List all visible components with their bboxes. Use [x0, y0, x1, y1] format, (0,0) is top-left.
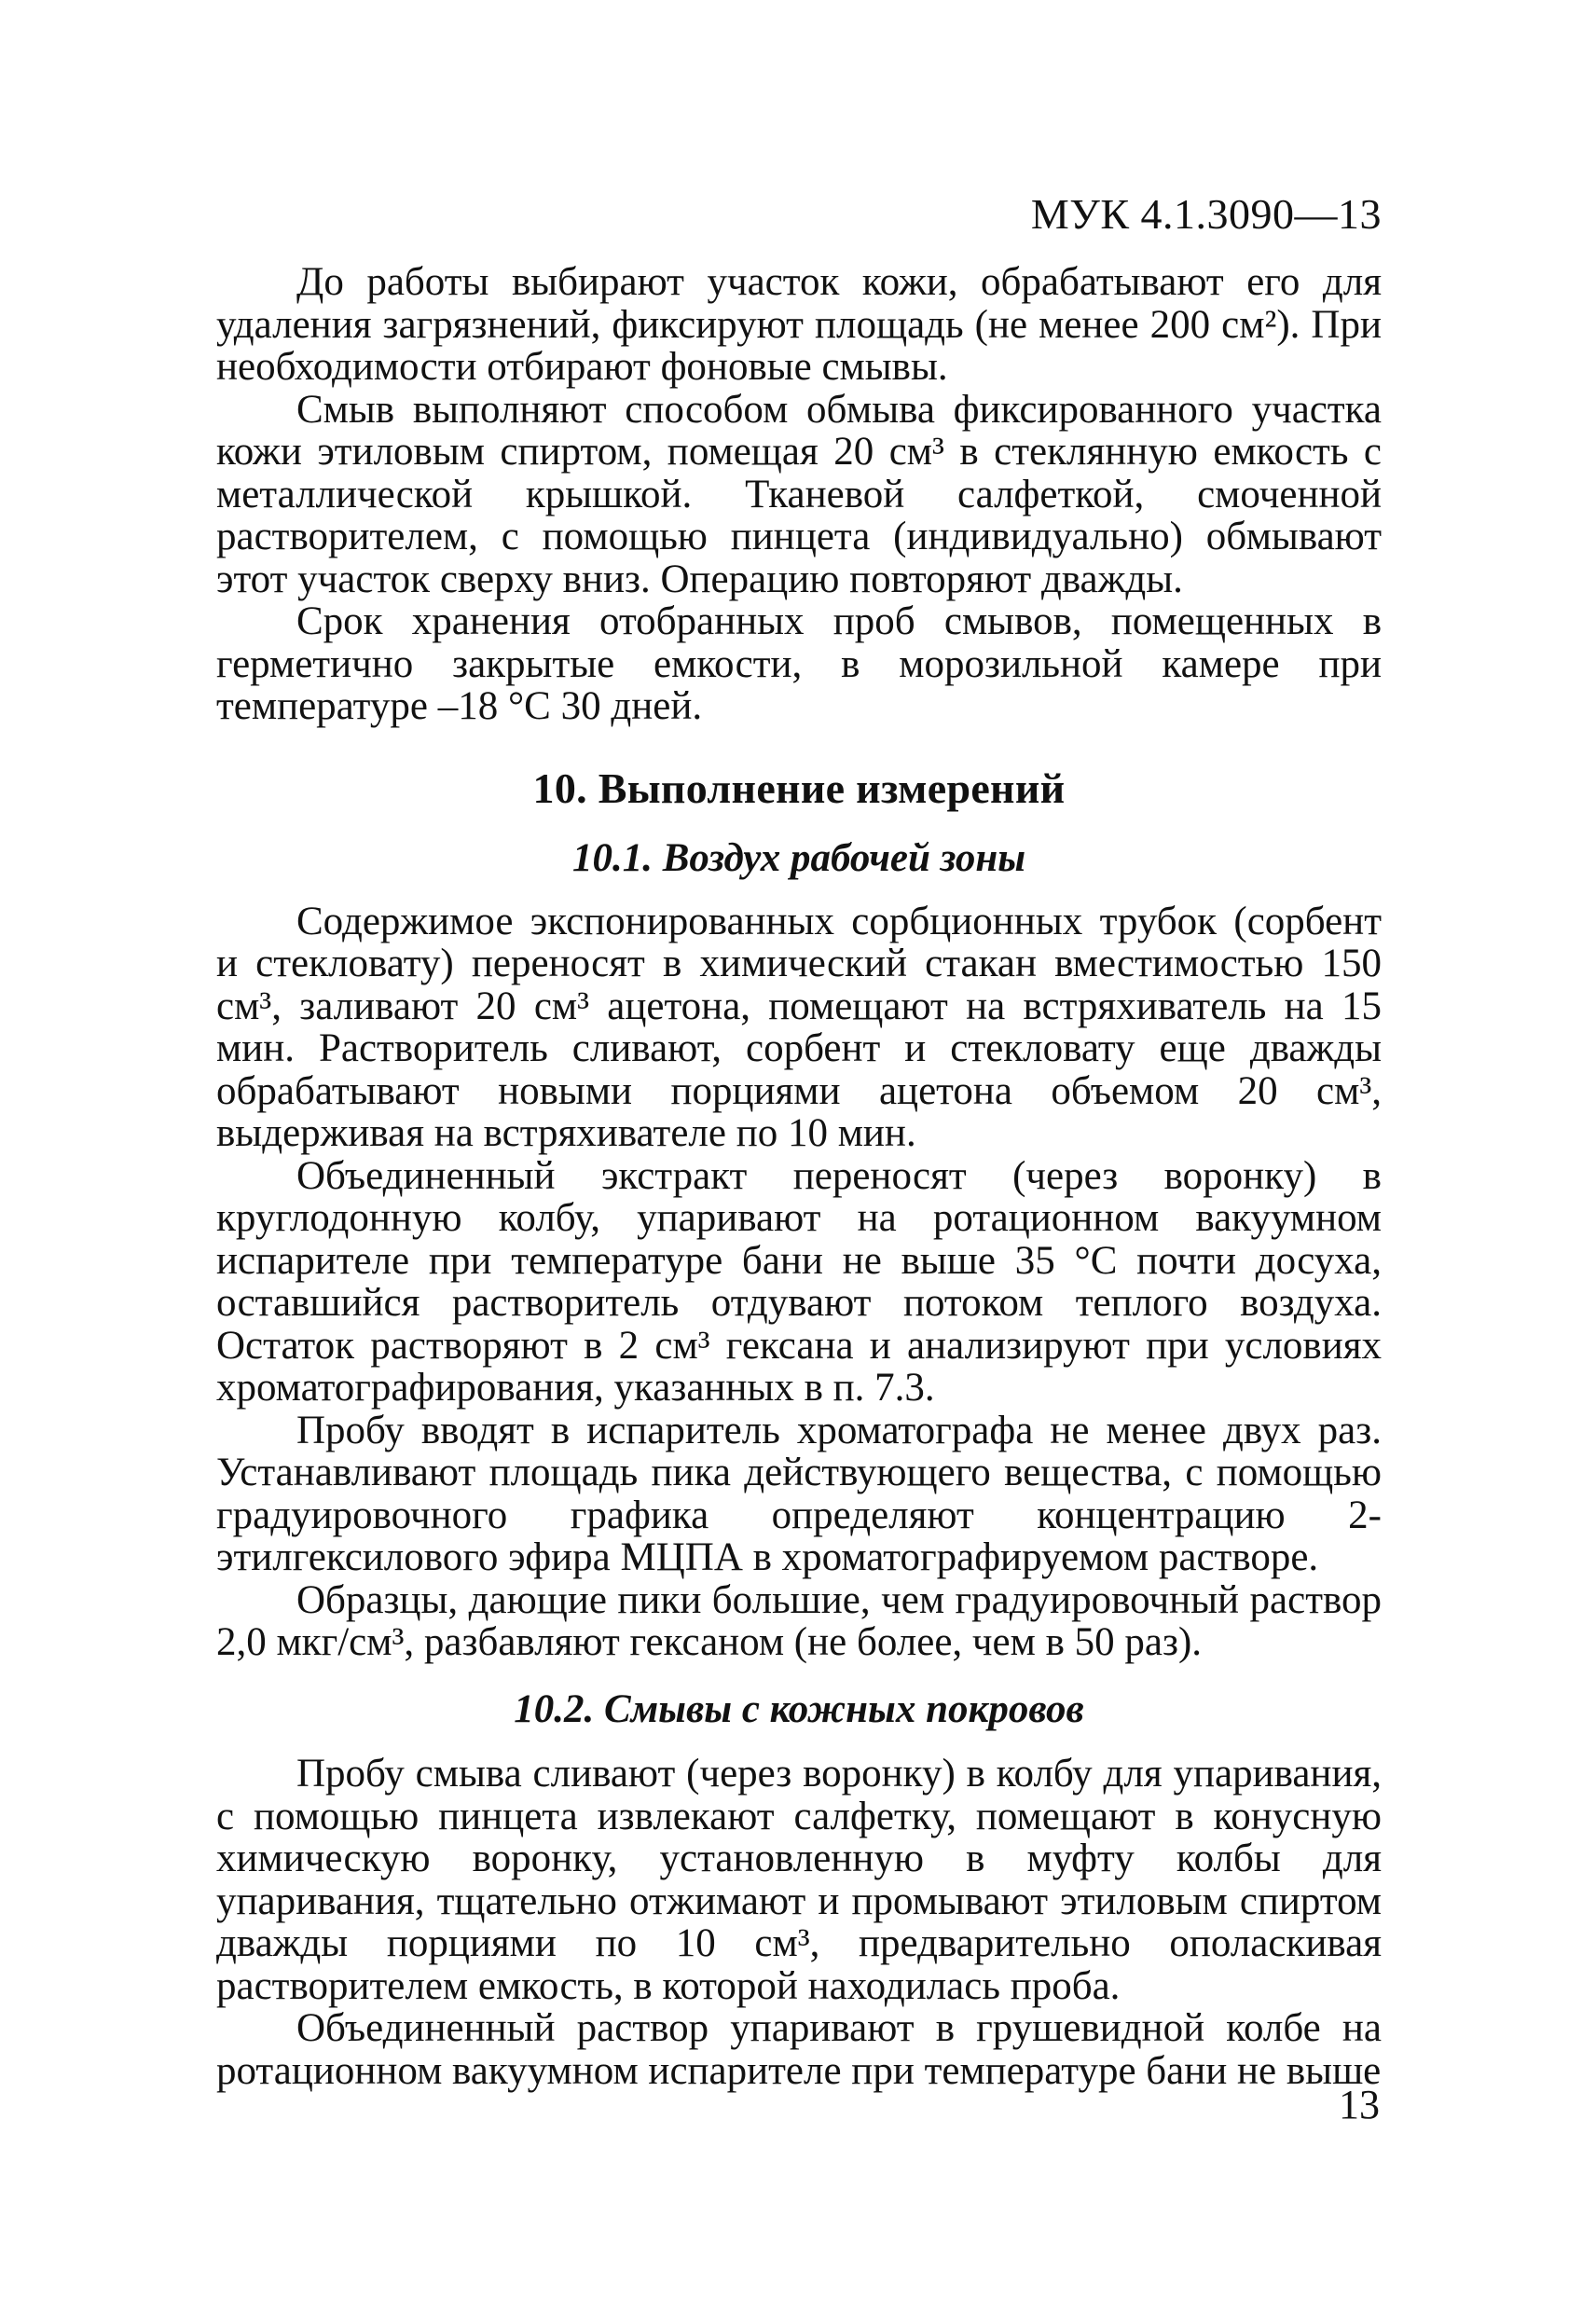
- subsection-heading: 10.1. Воздух рабочей зоны: [571, 836, 1026, 880]
- page-number: 13: [1339, 2082, 1380, 2127]
- paragraph: Содержимое экспонированных сорбционных трубок (сорбент и стекловату) переносят в химический стакан вместимостью 150 см³, заливают 20 см³ ацетона, помещают на встряхиватель на 15 мин. Растворитель сливают, сорбент и стекловату еще дважды обрабатывают новыми порциями ацетона объемом 20 см³, выдерживая на встряхивателе по 10 мин.: [216, 899, 1382, 1155]
- section-heading: 10. Выполнение измерений: [532, 764, 1066, 812]
- paragraph: Объединенный экстракт переносят (через воронку) в круглодонную колбу, упаривают на ротационном вакуумном испарителе при температуре бани не выше 35 °С почти досуха, оставшийся растворитель отдувают потоком теплого воздуха. Остаток растворяют в 2 см³ гексана и анализируют при условиях хроматографирования, указанных в п. 7.3.: [216, 1153, 1382, 1410]
- subsection-heading: 10.2. Смывы с кожных покровов: [514, 1686, 1084, 1731]
- paragraph: Образцы, дающие пики большие, чем градуировочный раствор 2,0 мкг/см³, разбавляют гексаном (не более, чем в 50 раз).: [216, 1577, 1382, 1664]
- paragraph: Объединенный раствор упаривают в грушевидной колбе на ротационном вакуумном испарителе при температуре бани не выше: [216, 2006, 1382, 2093]
- paragraph: Смыв выполняют способом обмыва фиксированного участка кожи этиловым спиртом, помещая 20 см³ в стеклянную емкость с металлической крышкой. Тканевой салфеткой, смоченной растворителем, с помощью пинцета (индивидуально) обмывают этот участок сверху вниз. Операцию повторяют дважды.: [216, 387, 1382, 601]
- paragraph: Пробу смыва сливают (через воронку) в колбу для упаривания, с помощью пинцета извлекают салфетку, помещают в конусную химическую воронку, установленную в муфту колбы для упаривания, тщательно отжимают и промывают этиловым спиртом дважды порциями по 10 см³, предварительно ополаскивая растворителем емкость, в которой находилась проба.: [216, 1752, 1382, 2008]
- document-code: МУК 4.1.3090—13: [1030, 190, 1382, 238]
- paragraph: Пробу вводят в испаритель хроматографа не менее двух раз. Устанавливают площадь пика действующего вещества, с помощью градуировочного графика определяют концентрацию 2-этилгексилового эфира МЦПА в хроматографируемом растворе.: [216, 1408, 1382, 1579]
- paragraph: Срок хранения отобранных проб смывов, помещенных в герметично закрытые емкости, в морозильной камере при температуре –18 °С 30 дней.: [216, 599, 1382, 728]
- page-content: [216, 261, 1382, 2092]
- paragraph: До работы выбирают участок кожи, обрабатывают его для удаления загрязнений, фиксируют площадь (не менее 200 см²). При необходимости отбирают фоновые смывы.: [216, 260, 1382, 389]
